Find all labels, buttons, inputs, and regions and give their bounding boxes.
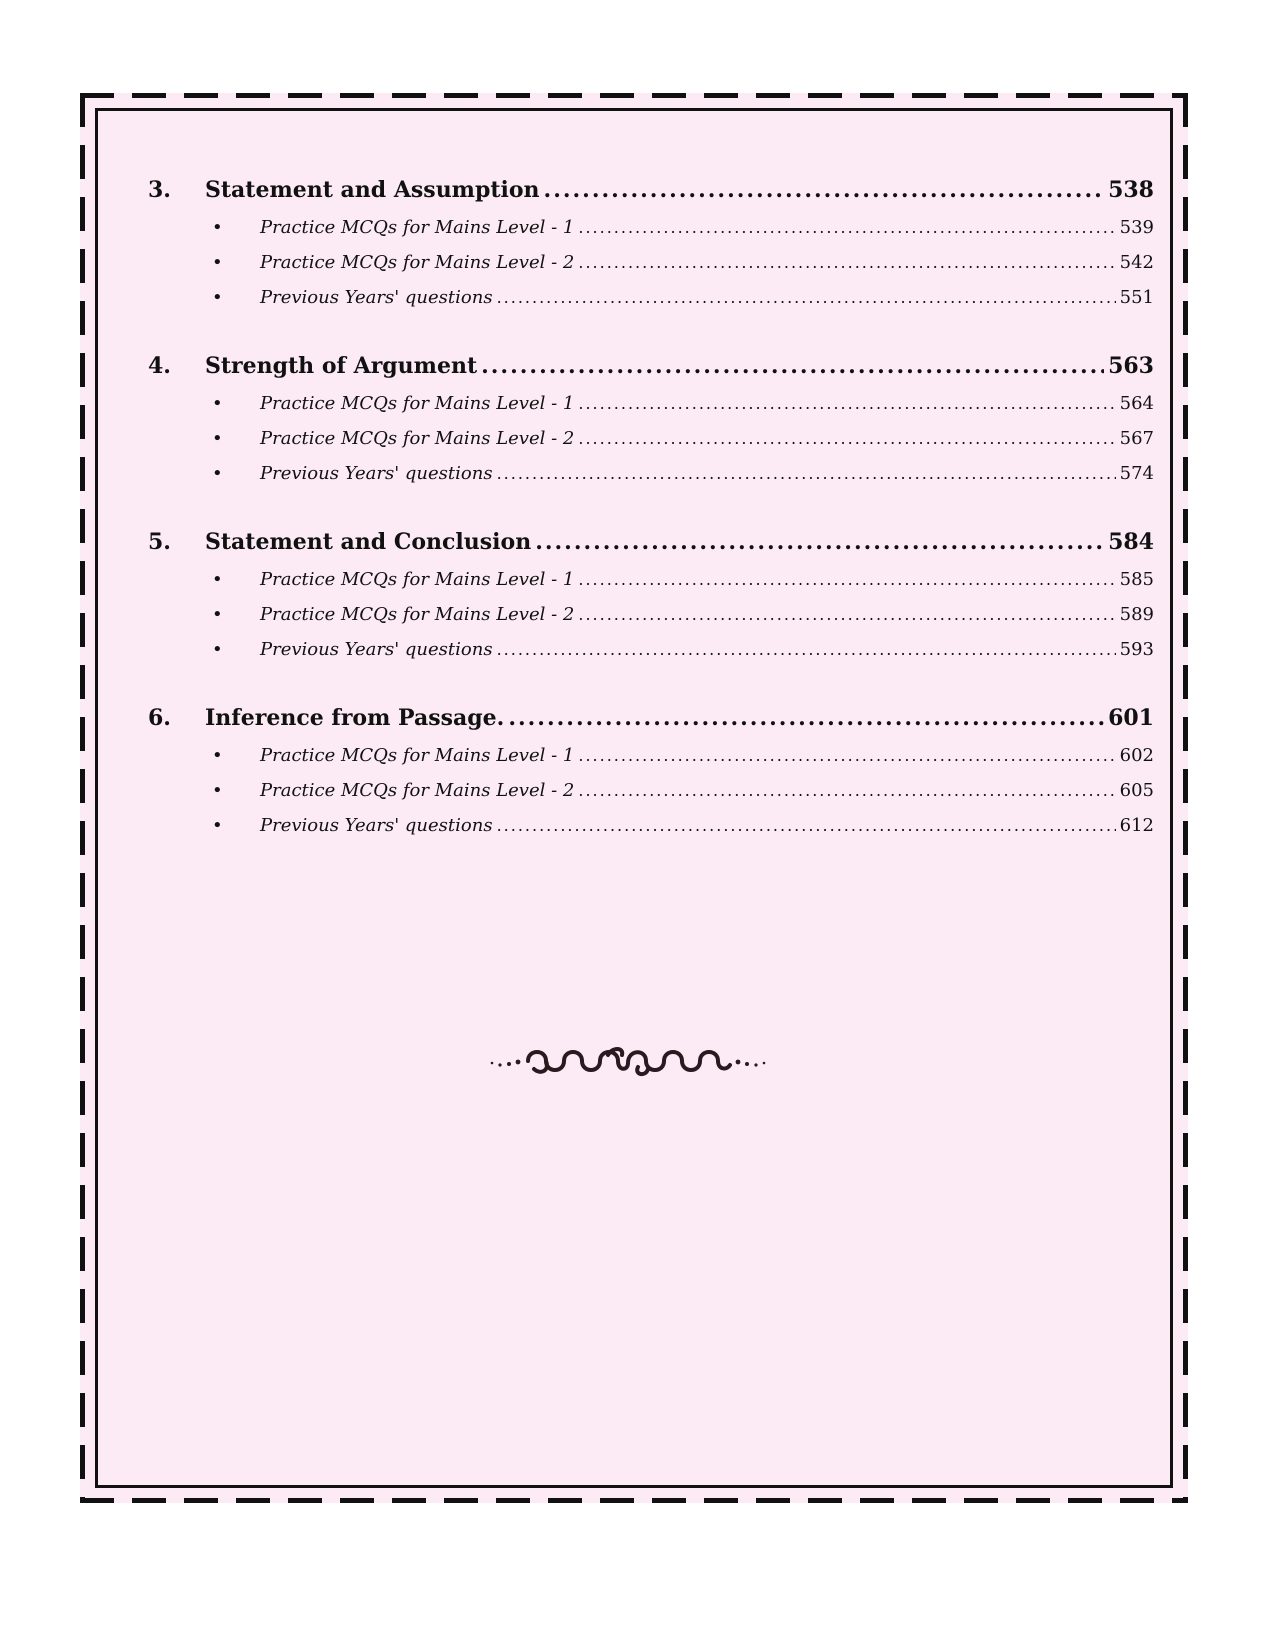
bullet-icon: • [212,428,223,449]
dot-leader [497,288,1116,307]
subitem-title: Practice MCQs for Mains Level - 1 [260,745,575,766]
subitem-page-number: 605 [1119,780,1154,801]
toc-chapter [148,353,1154,498]
toc-chapter-row[interactable] [148,705,1154,745]
subitem-page-number: 602 [1119,745,1154,766]
subitem-title: Previous Years' questions [260,463,493,484]
toc-subitem[interactable] [148,428,1154,463]
bullet-icon: • [212,287,223,308]
subitem-page-number: 539 [1119,217,1154,238]
bullet-icon: • [212,604,223,625]
subitem-page-number: 589 [1119,604,1154,625]
chapter-title: Statement and Conclusion [205,529,532,555]
chapter-number: 5. [148,529,171,555]
toc-subitem[interactable] [148,780,1154,815]
subitem-page-number: 551 [1119,287,1154,308]
subitem-title: Practice MCQs for Mains Level - 2 [260,780,575,801]
subitem-page-number: 542 [1119,252,1154,273]
dot-leader [497,464,1116,483]
bullet-icon: • [212,569,223,590]
subitem-page-number: 564 [1119,393,1154,414]
dot-leader [481,353,1104,379]
dot-leader [508,705,1104,731]
bullet-icon: • [212,639,223,660]
dot-leader [578,253,1115,272]
subitem-page-number: 593 [1119,639,1154,660]
subitem-title: Practice MCQs for Mains Level - 1 [260,217,575,238]
bullet-icon: • [212,745,223,766]
table-of-contents [148,177,1154,881]
dot-leader [497,816,1116,835]
bullet-icon: • [212,780,223,801]
subitem-title: Previous Years' questions [260,815,493,836]
subitem-title: Practice MCQs for Mains Level - 2 [260,252,575,273]
dot-leader [578,570,1115,589]
subitem-title: Practice MCQs for Mains Level - 1 [260,393,575,414]
chapter-page-number: 584 [1108,529,1154,555]
subitem-title: Previous Years' questions [260,639,493,660]
flourish-divider-icon [488,1041,768,1081]
bullet-icon: • [212,252,223,273]
toc-chapter [148,177,1154,322]
subitem-title: Practice MCQs for Mains Level - 2 [260,428,575,449]
dot-leader [578,746,1115,765]
subitem-title: Previous Years' questions [260,287,493,308]
bullet-icon: • [212,463,223,484]
chapter-number: 6. [148,705,171,731]
subitem-page-number: 612 [1119,815,1154,836]
toc-subitem[interactable] [148,745,1154,780]
toc-subitem[interactable] [148,815,1154,850]
toc-subitem[interactable] [148,569,1154,604]
dot-leader [578,429,1115,448]
subitem-page-number: 585 [1119,569,1154,590]
dot-leader [578,605,1115,624]
toc-subitem[interactable] [148,639,1154,674]
page-frame-inner [95,108,1173,1488]
dot-leader [535,529,1104,555]
toc-chapter-row[interactable] [148,177,1154,217]
dot-leader [578,218,1115,237]
chapter-number: 4. [148,353,171,379]
subitem-page-number: 574 [1119,463,1154,484]
dot-leader [497,640,1116,659]
toc-chapter-row[interactable] [148,529,1154,569]
toc-subitem[interactable] [148,463,1154,498]
bullet-icon: • [212,217,223,238]
toc-chapter [148,529,1154,674]
subitem-title: Practice MCQs for Mains Level - 1 [260,569,575,590]
toc-chapter [148,705,1154,850]
chapter-title: Inference from Passage. [205,705,505,731]
toc-subitem[interactable] [148,217,1154,252]
dot-leader [544,177,1105,203]
dot-leader [578,781,1115,800]
subitem-title: Practice MCQs for Mains Level - 2 [260,604,575,625]
toc-subitem[interactable] [148,252,1154,287]
toc-subitem[interactable] [148,287,1154,322]
chapter-page-number: 601 [1108,705,1154,731]
chapter-title: Strength of Argument [205,353,478,379]
chapter-page-number: 538 [1108,177,1154,203]
toc-chapter-row[interactable] [148,353,1154,393]
subitem-page-number: 567 [1119,428,1154,449]
toc-subitem[interactable] [148,393,1154,428]
chapter-page-number: 563 [1108,353,1154,379]
chapter-number: 3. [148,177,171,203]
page-frame-dashed [80,93,1188,1503]
toc-subitem[interactable] [148,604,1154,639]
bullet-icon: • [212,815,223,836]
chapter-title: Statement and Assumption [205,177,540,203]
bullet-icon: • [212,393,223,414]
dot-leader [578,394,1115,413]
